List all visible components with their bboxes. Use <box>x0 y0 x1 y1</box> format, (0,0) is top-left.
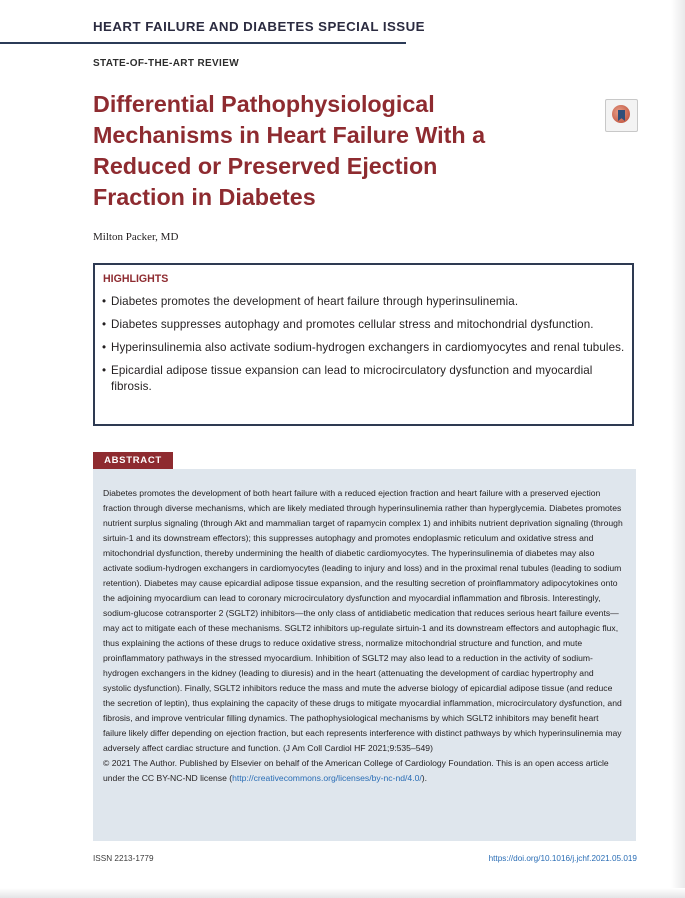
abstract-citation: (J Am Coll Cardiol HF 2021;9:535–549) <box>282 743 433 753</box>
abstract-box <box>93 469 636 841</box>
highlight-item: • Diabetes suppresses autophagy and promotes cellular stress and mitochondrial dysfunction. <box>102 317 630 333</box>
doi-link[interactable]: https://doi.org/10.1016/j.jchf.2021.05.019 <box>488 854 637 863</box>
highlights-heading: HIGHLIGHTS <box>103 273 169 285</box>
abstract-body: Diabetes promotes the development of both heart failure with a reduced ejection fraction and heart failure with a preserved ejection fraction through diverse mechanisms, which are likely mediated through hyperinsulinemia rather than hyperglycemia. Diabetes promotes nutrient surplus signaling (through Akt and mammalian target of rapamycin complex 1) and inhibits nutrient deprivation signaling (through sirtuin-1 and its downstream effectors); this suppresses autophagy and promotes endoplasmic reticulum and oxidative stress and mitochondrial dysfunction, thereby undermining the health of diabetic cardiomyocytes. The hyperinsulinemia of diabetes may also activate sodium-hydrogen exchangers in cardiomyocytes (leading to injury and loss) and in the proximal renal tubules (leading to sodium retention). Diabetes may cause epicardial adipose tissue expansion, and the resulting secretion of proinflammatory adipocytokines onto the adjoining myocardium can lead to coronary microcirculatory dysfunction and myocardial inflammation and fibrosis. Interestingly, sodium-glucose cotransporter 2 (SGLT2) inhibitors—the only class of antidiabetic medication that reduces serious heart failure events—may act to mitigate each of these mechanisms. SGLT2 inhibitors up-regulate sirtuin-1 and its downstream effectors and autophagic flux, thus explaining the actions of these drugs to reduce oxidative stress, normalize mitochondrial structure and function, and mute proinflammatory pathways in the stressed myocardium. Inhibition of SGLT2 may also lead to a reduction in the activity of sodium-hydrogen exchangers in the kidney (leading to diuresis) and in the heart (attenuating the development of cardiac hypertrophy and systolic dysfunction). Finally, SGLT2 inhibitors reduce the mass and mute the adverse biology of epicardial adipose tissue (and reduce the secretion of leptin), thus explaining the capacity of these drugs to mitigate myocardial inflammation, microcirculatory dysfunction, and fibrosis, and improve ventricular filling dynamics. The pathophysiological mechanisms by which SGLT2 inhibitors may benefit heart failure likely differ depending on ejection fraction, but each represents interference with distinct pathways by which hyperinsulinemia may adversely affect cardiac structure and function. <box>103 488 623 753</box>
crossmark-badge-icon[interactable] <box>605 99 638 132</box>
page-shadow-edge <box>671 0 685 898</box>
highlight-item: • Epicardial adipose tissue expansion can lead to microcirculatory dysfunction and myocardial fibrosis. <box>102 363 630 395</box>
issn: ISSN 2213-1779 <box>93 854 154 863</box>
author-name: Milton Packer, MD <box>93 231 179 243</box>
page-bottom-edge <box>0 888 685 898</box>
highlights-list <box>102 294 630 402</box>
article-type: STATE-OF-THE-ART REVIEW <box>93 58 239 69</box>
title-line: Fraction in Diabetes <box>93 184 316 210</box>
abstract-text <box>103 486 623 786</box>
abstract-label: ABSTRACT <box>93 452 173 470</box>
license-link[interactable]: http://creativecommons.org/licenses/by-nc-nd/4.0/ <box>232 773 422 783</box>
highlight-item: • Diabetes promotes the development of heart failure through hyperinsulinemia. <box>102 294 630 310</box>
title-line: Mechanisms in Heart Failure With a <box>93 122 486 148</box>
copyright-statement: © 2021 The Author. Published by Elsevier on behalf of the American College of Cardiology Foundation. This is an open access article under the CC BY-NC-ND license ( <box>103 758 609 783</box>
title-line: Reduced or Preserved Ejection <box>93 153 438 179</box>
series-heading: HEART FAILURE AND DIABETES SPECIAL ISSUE <box>93 19 425 34</box>
title-line: Differential Pathophysiological <box>93 91 435 117</box>
series-rule <box>0 42 406 44</box>
article-title <box>93 89 553 213</box>
copyright-closing: ). <box>421 773 427 783</box>
highlight-item: • Hyperinsulinemia also activate sodium-hydrogen exchangers in cardiomyocytes and renal tubules. <box>102 340 630 356</box>
highlights-box <box>93 263 634 426</box>
